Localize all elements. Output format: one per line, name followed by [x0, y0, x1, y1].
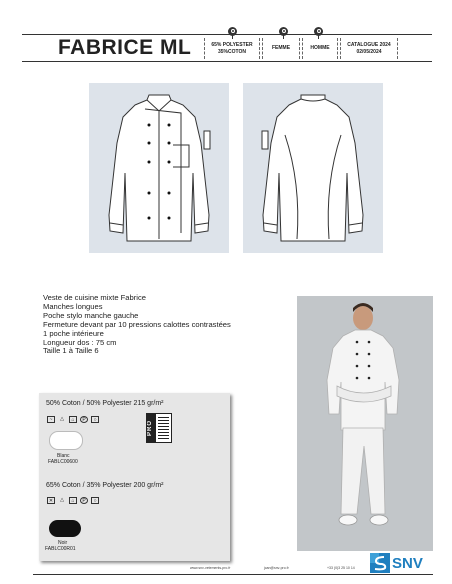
femme-box: [262, 38, 300, 59]
jacket-back-drawing: [243, 83, 383, 253]
swatch-1-ref: FABLC00600: [48, 459, 78, 465]
pro-label: PRO: [147, 414, 156, 442]
composition-line2: 35%COTON: [218, 48, 246, 55]
pro-badge: [146, 413, 172, 443]
fabric-2-title: 65% Coton / 35% Polyester 200 gr/m²: [46, 482, 164, 489]
front-drawing-panel: [89, 83, 229, 253]
footer-line: [33, 574, 433, 575]
wash-icon: ~: [47, 416, 55, 423]
header-top-line: [22, 34, 432, 35]
product-title: FABRICE ML: [58, 36, 192, 59]
fabric-panel: [39, 393, 230, 561]
jacket-front-drawing: [89, 83, 229, 253]
model-photo: [297, 296, 433, 551]
man-icon: [314, 27, 323, 36]
care-icons-2: [47, 497, 99, 504]
description-line: 1 poche intérieure: [43, 328, 104, 338]
footer-email[interactable]: jcan@snv-pro.fr: [264, 566, 289, 570]
fabric-1-title: 50% Coton / 50% Polyester 215 gr/m²: [46, 400, 164, 407]
care-icons-1: [47, 416, 99, 423]
catalogue-line1: CATALOGUE 2024: [347, 41, 391, 48]
femme-label: FEMME: [271, 45, 291, 51]
model-figure: [297, 296, 433, 551]
no-wash-icon: ✕: [48, 498, 54, 504]
iron-icon: ⌂: [69, 416, 77, 423]
footer-phone: +33 (0)3 25 10 14: [327, 566, 355, 570]
no-bleach-icon: △: [60, 497, 64, 503]
homme-label: HOMME: [310, 45, 330, 51]
tumble-dry-icon: ○: [91, 497, 99, 504]
snv-logo: [370, 553, 425, 573]
dryclean-icon: P: [80, 497, 88, 504]
bleach-icon: △: [60, 416, 64, 422]
header-bottom-line: [22, 61, 432, 62]
dryclean-icon: P: [80, 416, 88, 423]
logo-text: SNV: [392, 554, 423, 572]
swatch-2-color: Noir: [58, 540, 68, 546]
description-line: Manches longues: [43, 301, 103, 311]
description-line: Veste de cuisine mixte Fabrice: [43, 293, 146, 302]
woman-icon: [279, 27, 288, 36]
catalogue-box: [340, 38, 398, 59]
swatch-2-ref: FABLC00R01: [45, 546, 76, 552]
composition-line1: 65% POLYESTER: [211, 41, 253, 48]
swatch-blanc[interactable]: [49, 431, 83, 450]
back-drawing-panel: [243, 83, 383, 253]
swatch-1-color: Blanc: [57, 453, 70, 459]
catalogue-line2: 02/05/2024: [356, 48, 382, 55]
description-line: Longueur dos : 75 cm: [43, 337, 117, 347]
pro-stripes-icon: [158, 417, 169, 439]
swatch-noir[interactable]: [49, 520, 81, 537]
description-line: Taille 1 à Taille 6: [43, 346, 99, 356]
composition-box: [204, 38, 260, 59]
fabric-icon: [228, 27, 237, 36]
description-line: Fermeture devant par 10 pressions calottes contrastées: [43, 319, 231, 329]
snv-logo-mark: [370, 553, 390, 573]
homme-box: [302, 38, 338, 59]
description-line: Poche stylo manche gauche: [43, 310, 139, 320]
iron-icon: ⌂: [69, 497, 77, 504]
product-description: [43, 294, 273, 356]
tumble-dry-icon: ○: [91, 416, 99, 423]
footer-website[interactable]: www.snv-vetements-pro.fr: [190, 566, 231, 570]
